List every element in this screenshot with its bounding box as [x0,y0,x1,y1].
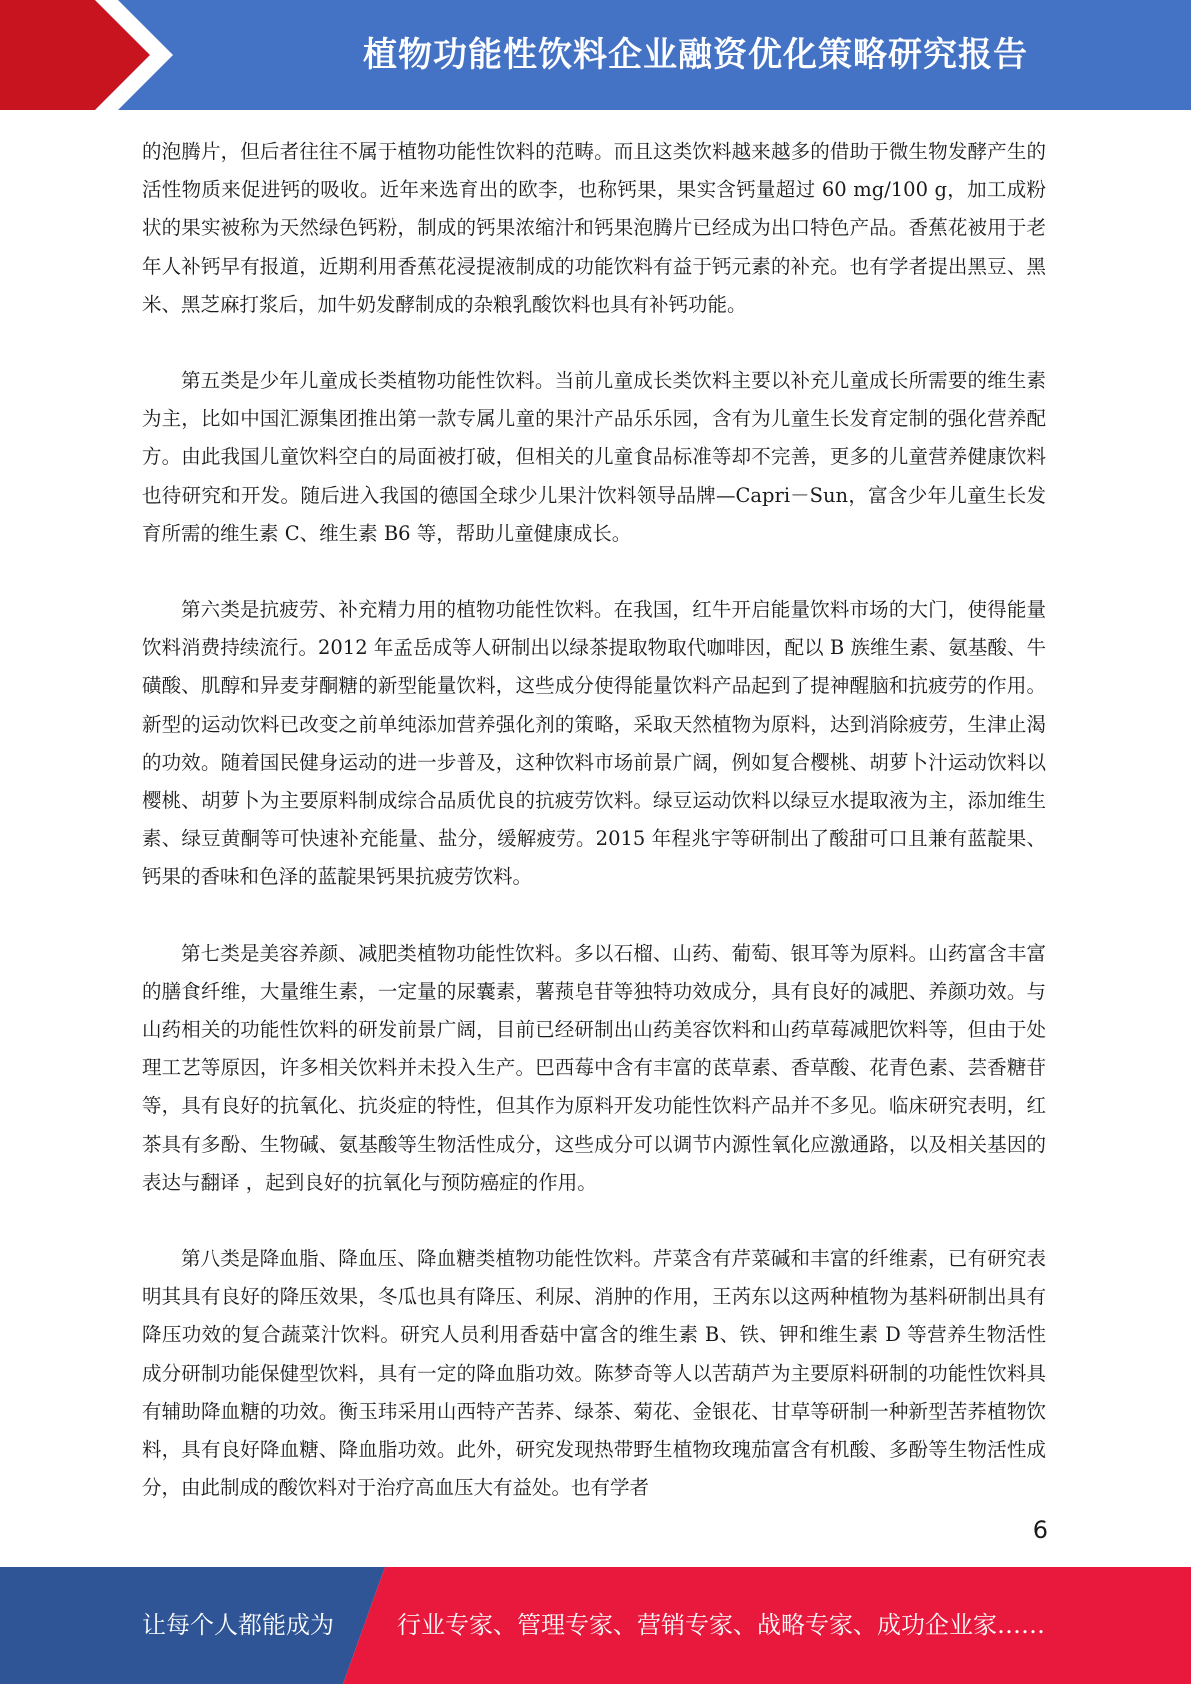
footer-slogan-right: 行业专家、管理专家、营销专家、战略专家、成功企业家…… [397,1611,1045,1639]
document-title: 植物功能性饮料企业融资优化策略研究报告 [363,35,1028,75]
document-body [142,133,1046,1546]
footer-slogan-left: 让每个人都能成为 [142,1611,334,1639]
page-footer [0,1567,1191,1684]
paragraph-category-8: 第八类是降血脂、降血压、降血糖类植物功能性饮料。芹菜含有芹菜碱和丰富的纤维素，已有研究表明其具有良好的降压效果，冬瓜也具有降压、利尿、消肿的作用，王芮东以这两种植物为基料研制出具有降压功效的复合蔬菜汁饮料。研究人员利用香菇中富含的维生素 B、铁、钾和维生素 D 等营养生物活性成分研制功能保健型饮料，具有一定的降血脂功效。陈梦奇等人以苦葫芦为主要原料研制的功能性饮料具有辅助降血糖的功效。衡玉玮采用山西特产苦荞、绿茶、菊花、金银花、甘草等研制一种新型苦荞植物饮料，具有良好降血糖、降血脂功效。此外，研究发现热带野生植物玫瑰茄富含有机酸、多酚等生物活性成分，由此制成的酸饮料对于治疗高血压大有益处。也有学者 [142,1247,1046,1500]
page-number: 6 [1032,1516,1048,1544]
paragraph-category-7: 第七类是美容养颜、减肥类植物功能性饮料。多以石榴、山药、葡萄、银耳等为原料。山药富含丰富的膳食纤维，大量维生素，一定量的尿囊素，薯蓣皂苷等独特功效成分，具有良好的减肥、养颜功效。与山药相关的功能性饮料的研发前景广阔，目前已经研制出山药美容饮料和山药草莓减肥饮料等，但由于处理工艺等原因，许多相关饮料并未投入生产。巴西莓中含有丰富的茋草素、香草酸、花青色素、芸香糖苷等，具有良好的抗氧化、抗炎症的特性，但其作为原料开发功能性饮料产品并不多见。临床研究表明，红茶具有多酚、生物碱、氨基酸等生物活性成分，这些成分可以调节内源性氧化应激通路，以及相关基因的表达与翻译 ，起到良好的抗氧化与预防癌症的作用。 [142,941,1046,1194]
paragraph-category-5: 第五类是少年儿童成长类植物功能性饮料。当前儿童成长类饮料主要以补充儿童成长所需要的维生素为主，比如中国汇源集团推出第一款专属儿童的果汁产品乐乐园，含有为儿童生长发育定制的强化营养配方。由此我国儿童饮料空白的局面被打破，但相关的儿童食品标准等却不完善，更多的儿童营养健康饮料也待研究和开发。随后进入我国的德国全球少儿果汁饮料领导品牌—Capri－Sun，富含少年儿童生长发育所需的维生素 C、维生素 B6 等，帮助儿童健康成长。 [142,369,1046,545]
paragraph-continued: 的泡腾片，但后者往往不属于植物功能性饮料的范畴。而且这类饮料越来越多的借助于微生物发酵产生的活性物质来促进钙的吸收。近年来选育出的欧李，也称钙果，果实含钙量超过 60 mg/100 g，加工成粉状的果实被称为天然绿色钙粉，制成的钙果浓缩汁和钙果泡腾片已经成为出口特色产品。香蕉花被用于老年人补钙早有报道，近期利用香蕉花浸提液制成的功能饮料有益于钙元素的补充。也有学者提出黑豆、黑米、黑芝麻打浆后，加牛奶发酵制成的杂粮乳酸饮料也具有补钙功能。 [142,140,1046,316]
paragraph-category-6: 第六类是抗疲劳、补充精力用的植物功能性饮料。在我国，红牛开启能量饮料市场的大门，使得能量饮料消费持续流行。2012 年孟岳成等人研制出以绿茶提取物取代咖啡因，配以 B 族维生素、氨基酸、牛磺酸、肌醇和异麦芽酮糖的新型能量饮料，这些成分使得能量饮料产品起到了提神醒脑和抗疲劳的作用。新型的运动饮料已改变之前单纯添加营养强化剂的策略，采取天然植物为原料，达到消除疲劳，生津止渴的功效。随着国民健身运动的进一步普及，这种饮料市场前景广阔，例如复合樱桃、胡萝卜汁运动饮料以樱桃、胡萝卜为主要原料制成综合品质优良的抗疲劳饮料。绿豆运动饮料以绿豆水提取液为主，添加维生素、绿豆黄酮等可快速补充能量、盐分，缓解疲劳。2015 年程兆宇等研制出了酸甜可口且兼有蓝靛果、钙果的香味和色泽的蓝靛果钙果抗疲劳饮料。 [142,598,1046,889]
page-header [0,0,1191,110]
